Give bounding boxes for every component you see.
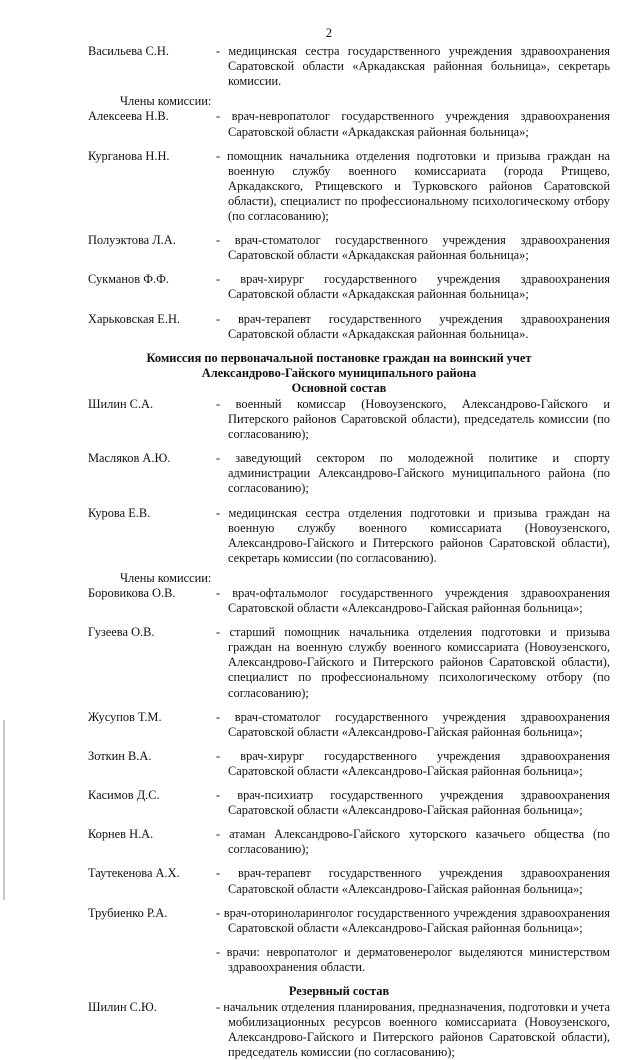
person-name: Трубиенко Р.А. — [88, 905, 168, 920]
group-2 — [88, 109, 610, 341]
list-item — [88, 710, 610, 740]
person-name: Гузеева О.В. — [88, 625, 155, 640]
list-item — [88, 312, 610, 342]
list-item — [88, 788, 610, 818]
list-item — [88, 827, 610, 857]
main-staff-heading: Основной состав — [291, 380, 387, 395]
person-name: Жусупов Т.М. — [88, 709, 162, 724]
person-name: Сукманов Ф.Ф. — [88, 272, 169, 287]
person-name: Таутекенова А.Х. — [88, 866, 180, 881]
person-name: Корнев Н.А. — [88, 827, 154, 842]
list-item — [88, 506, 610, 566]
person-name: Курганова Н.Н. — [88, 148, 170, 163]
person-name: Курова Е.В. — [88, 505, 151, 520]
person-role: - врач-офтальмолог государственного учреждения здравоохранения Саратовской области «Александрово-Гайская районная больница»; — [216, 586, 610, 616]
person-role: - помощник начальника отделения подготовки и призыва граждан на военную службу военного комиссариата (города Ртищево, Аркадакского, Ртищевского и Турковского районов Саратовской области), специалист по профессиональному психологическому отбору (по согласованию); — [216, 148, 610, 224]
list-item — [88, 1000, 610, 1060]
list-item — [88, 625, 610, 700]
person-role: - атаман Александрово-Гайского хуторского казачьего общества (по согласованию); — [216, 827, 610, 857]
person-role: - врачи: невропатолог и дерматовенеролог выделяются министерством здравоохранения области. — [216, 944, 610, 974]
person-name: Алексеева Н.В. — [88, 109, 169, 124]
person-name: Зоткин В.А. — [88, 748, 152, 763]
person-role: - врач-стоматолог государственного учреждения здравоохранения Саратовской области «Аркадакская районная больница»; — [216, 233, 610, 263]
person-name: Шилин С.Ю. — [88, 1000, 157, 1015]
person-name: Харьковская Е.Н. — [88, 311, 180, 326]
page-number: 2 — [325, 26, 333, 40]
list-item — [88, 749, 610, 779]
list-item — [88, 44, 610, 89]
list-item — [88, 233, 610, 263]
list-item — [88, 397, 610, 442]
reserve-staff-heading: Резервный состав — [288, 983, 390, 998]
person-name: Шилин С.А. — [88, 396, 154, 411]
person-role: - врач-оториноларинголог государственного учреждения здравоохранения Саратовской области «Александрово-Гайская районная больница»; — [216, 905, 610, 935]
person-role: - врач-терапевт государственного учреждения здравоохранения Саратовской области «Александрово-Гайская районная больница»; — [216, 866, 610, 896]
list-item — [88, 586, 610, 616]
person-name: Боровикова О.В. — [88, 586, 176, 600]
person-role: - врач-хирург государственного учреждения здравоохранения Саратовской области «Аркадакская районная больница»; — [216, 272, 610, 302]
group-3 — [88, 397, 610, 566]
list-item — [88, 109, 610, 139]
person-role: - врач-невропатолог государственного учреждения здравоохранения Саратовской области «Аркадакская районная больница»; — [216, 109, 610, 139]
person-name: Масляков А.Ю. — [88, 451, 171, 466]
person-role: - врач-хирург государственного учреждения здравоохранения Саратовской области «Александрово-Гайская районная больница»; — [216, 748, 610, 778]
group-1 — [88, 44, 610, 89]
person-role: - военный комиссар (Новоузенского, Александрово-Гайского и Питерского районов Саратовской области), председатель комиссии (по согласованию); — [216, 396, 610, 442]
person-role: - начальник отделения планирования, предназначения, подготовки и учета мобилизационных ресурсов военного комиссариата (Новоузенского, Александрово-Гайского и Питерского районов Саратовской области), председатель комиссии (по согласованию); — [216, 1000, 610, 1060]
person-role: - заведующий сектором по молодежной политике и спорту администрации Александрово-Гайского муниципального района (по согласованию); — [216, 451, 610, 496]
person-role: - медицинская сестра государственного учреждения здравоохранения Саратовской области «Аркадакская районная больница», секретарь комиссии. — [216, 44, 610, 89]
person-name: Касимов Д.С. — [88, 788, 160, 803]
person-role: - старший помощник начальника отделения подготовки и призыва граждан на военную службу военного комиссариата (Новоузенского, Александрово-Гайского и Питерского районов Саратовской области), специалист по профессиональному психологическому отбору (по согласованию); — [216, 625, 610, 700]
person-name: Васильева С.Н. — [88, 44, 169, 59]
members-label: Члены комиссии: — [120, 570, 212, 585]
list-item — [88, 866, 610, 896]
list-item — [88, 945, 610, 975]
list-item — [88, 906, 610, 936]
person-name: Полуэктова Л.А. — [88, 233, 176, 248]
scan-edge-mark — [3, 720, 5, 900]
commission-heading-district: Александрово-Гайского муниципального района — [201, 365, 477, 380]
list-item — [88, 451, 610, 496]
members-label: Члены комиссии: — [120, 94, 212, 109]
commission-heading: Комиссия по первоначальной постановке граждан на воинский учет — [146, 350, 532, 365]
list-item — [88, 149, 610, 224]
person-role: - врач-стоматолог государственного учреждения здравоохранения Саратовской области «Александрово-Гайская районная больница»; — [216, 709, 610, 739]
group-5 — [88, 1000, 610, 1060]
list-item — [88, 272, 610, 302]
person-role: - врач-психиатр государственного учреждения здравоохранения Саратовской области «Александрово-Гайская районная больница»; — [216, 788, 610, 818]
person-role: - врач-терапевт государственного учреждения здравоохранения Саратовской области «Аркадакская районная больница». — [216, 311, 610, 341]
person-role: - медицинская сестра отделения подготовки и призыва граждан на военную службу военного комиссариата (Новоузенского, Александрово-Гайского и Питерского районов Саратовской области), секретарь комиссии (по согласованию). — [216, 505, 610, 565]
group-4 — [88, 586, 610, 975]
